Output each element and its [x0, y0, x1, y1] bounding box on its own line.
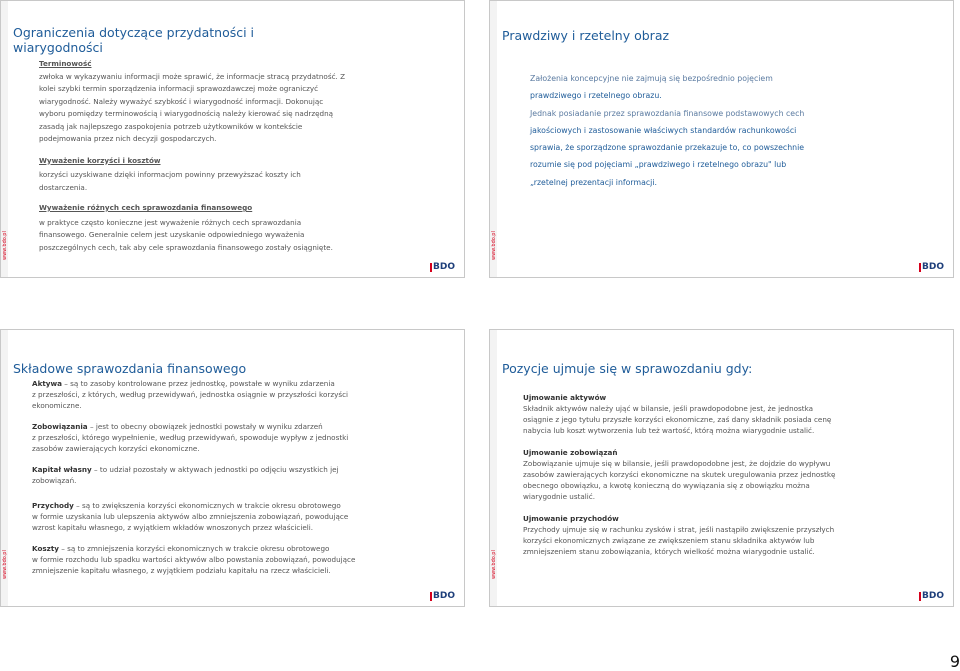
text-line: Założenia koncepcyjne nie zajmują się bezpośrednio pojęciem — [530, 74, 773, 83]
recognition-section-liabilities: Ujmowanie zobowiązań Zobowiązanie ujmuje się w bilansie, jeśli prawdopodobne jest, że dojdzie do wypływu zasobów zawierających korzyści ekonomiczne na skutek uregulowania przez jednostkę obecnego obowiązku, a kwotę konieczną do wywiązania się z obowiązku można wiarygodnie ustalić. — [523, 448, 836, 501]
limitations-text — [39, 58, 345, 254]
slide-limitations — [0, 0, 465, 278]
slide-title: Pozycje ujmuje się w sprawozdaniu gdy: — [502, 361, 753, 376]
text-line: rozumie się pod pojęciami „prawdziwego i rzetelnego obrazu" lub — [530, 160, 787, 170]
bdo-logo: BDO — [919, 262, 944, 272]
component-block-equity: Kapitał własny – to udział pozostały w aktywach jednostki po odjęciu wszystkich jej zobowiązań. — [32, 465, 339, 485]
timeliness-line: wyboru pomiędzy terminowością i wiarygodnością należy kierować się nadrzędną — [39, 109, 334, 118]
component-block-revenue: Przychody – są to zwiększenia korzyści ekonomicznych w trakcie okresu obrotowego w formie uzyskania lub ulepszenia aktywów albo zmniejszenia zobowiązań, powodujące wzrost kapitału własnego, z wyjątkiem wkładów wnoszonych przez właścicieli. — [32, 501, 349, 532]
components-text — [32, 378, 355, 576]
bdo-logo: BDO — [919, 591, 944, 601]
balance-line: w praktyce często konieczne jest wyważenie różnych cech sprawozdania — [39, 217, 302, 227]
recognition-text — [523, 392, 835, 557]
text-line: jakościowych i zastosowanie właściwych standardów rachunkowości — [530, 125, 797, 135]
cost-benefit-line: korzyści uzyskiwane dzięki informacjom powinny przewyższać koszty ich — [39, 170, 301, 179]
slide-components — [0, 329, 465, 607]
component-block-liabilities: Zobowiązania – jest to obecny obowiązek jednostki powstały w wyniku zdarzeń z przeszłości, którego wypełnienie, według przewidywań, spowoduje wypływ z jednostki zasobów zawierających korzyści ekonomiczne. — [32, 422, 349, 453]
website-vertical-label: www.bdo.pl — [2, 231, 8, 261]
balance-line: finansowego. Generalnie celem jest uzyskanie odpowiedniego wyważenia — [39, 230, 305, 239]
recognition-section-revenue: Ujmowanie przychodów Przychody ujmuje się w rachunku zysków i strat, jeśli nastąpiło zwiększenie przyszłych korzyści ekonomicznych związane ze zwiększeniem stanu składnika aktywów lub zmniejszeniem stanu zobowiązania, których wielkość można wiarygodnie ustalić. — [523, 514, 835, 556]
recognition-section-assets: Ujmowanie aktywów Składnik aktywów należy ująć w bilansie, jeśli prawdopodobne jest, że jednostka osiągnie z jego tytułu przyszłe korzyści ekonomiczne, zaś dany składnik posiada cenę nabycia lub koszt wytworzenia lub też wartość, którą można wiarygodnie ustalić. — [523, 393, 832, 435]
bdo-logo: BDO — [430, 591, 455, 601]
timeliness-line: kolei szybki termin sporządzenia informacji sprawozdawczej może ograniczyć — [39, 84, 319, 93]
website-vertical-label: www.bdo.pl — [491, 550, 497, 580]
timeliness-line: podejmowania przez nich decyzji gospodarczych. — [39, 134, 217, 143]
slide-title: Składowe sprawozdania finansowego — [13, 361, 247, 376]
slide-title: Prawdziwy i rzetelny obraz — [502, 28, 670, 43]
timeliness-line: zasadą jak najlepszego zaspokojenia potrzeb użytkowników w kontekście — [39, 121, 303, 131]
text-line: „rzetelnej prezentacji informacji. — [530, 177, 657, 187]
website-vertical-label: www.bdo.pl — [2, 550, 8, 580]
title-line-1: Ograniczenia dotyczące przydatności i — [13, 25, 255, 40]
slide-true-fair-view — [489, 0, 954, 278]
text-line: Jednak posiadanie przez sprawozdania finansowe podstawowych cech — [530, 108, 805, 118]
component-block-assets: Aktywa – są to zasoby kontrolowane przez jednostkę, powstałe w wyniku zdarzenia z przeszłości, z których, według przewidywań, jednostka osiągnie w przyszłości korzyści ekonomiczne. — [32, 379, 349, 410]
slide-recognition — [489, 329, 954, 607]
title-line-2: wiarygodności — [13, 40, 103, 55]
page-number: 9 — [949, 652, 960, 671]
timeliness-line: wiarygodność. Należy wyważyć szybkość i wiarygodność informacji. Dokonując — [39, 96, 324, 106]
section-heading-balance: Wyważenie różnych cech sprawozdania finansowego — [39, 203, 253, 212]
bdo-logo: BDO — [430, 262, 455, 272]
balance-line: poszczególnych cech, tak aby cele sprawozdania finansowego zostały osiągnięte. — [39, 242, 333, 252]
text-line: prawdziwego i rzetelnego obrazu. — [530, 91, 662, 101]
section-heading-timeliness: Terminowość — [39, 59, 92, 68]
cost-benefit-line: dostarczenia. — [39, 182, 88, 192]
component-block-costs: Koszty – są to zmniejszenia korzyści ekonomicznych w trakcie okresu obrotowego w formie rozchodu lub spadku wartości aktywów albo powstania zobowiązań, powodujące zmniejszenie kapitału własnego, z wyjątkiem podziału kapitału na rzecz właścicieli. — [32, 544, 356, 575]
slide-title — [13, 25, 254, 55]
true-fair-text — [530, 70, 804, 191]
section-heading-cost-benefit: Wyważenie korzyści i kosztów — [39, 155, 161, 165]
text-line: sprawia, że sporządzone sprawozdanie przekazuje to, co powszechnie — [530, 143, 805, 153]
website-vertical-label: www.bdo.pl — [491, 231, 497, 261]
timeliness-line: zwłoka w wykazywaniu informacji może sprawić, że informacje stracą przydatność. Z — [39, 71, 346, 81]
